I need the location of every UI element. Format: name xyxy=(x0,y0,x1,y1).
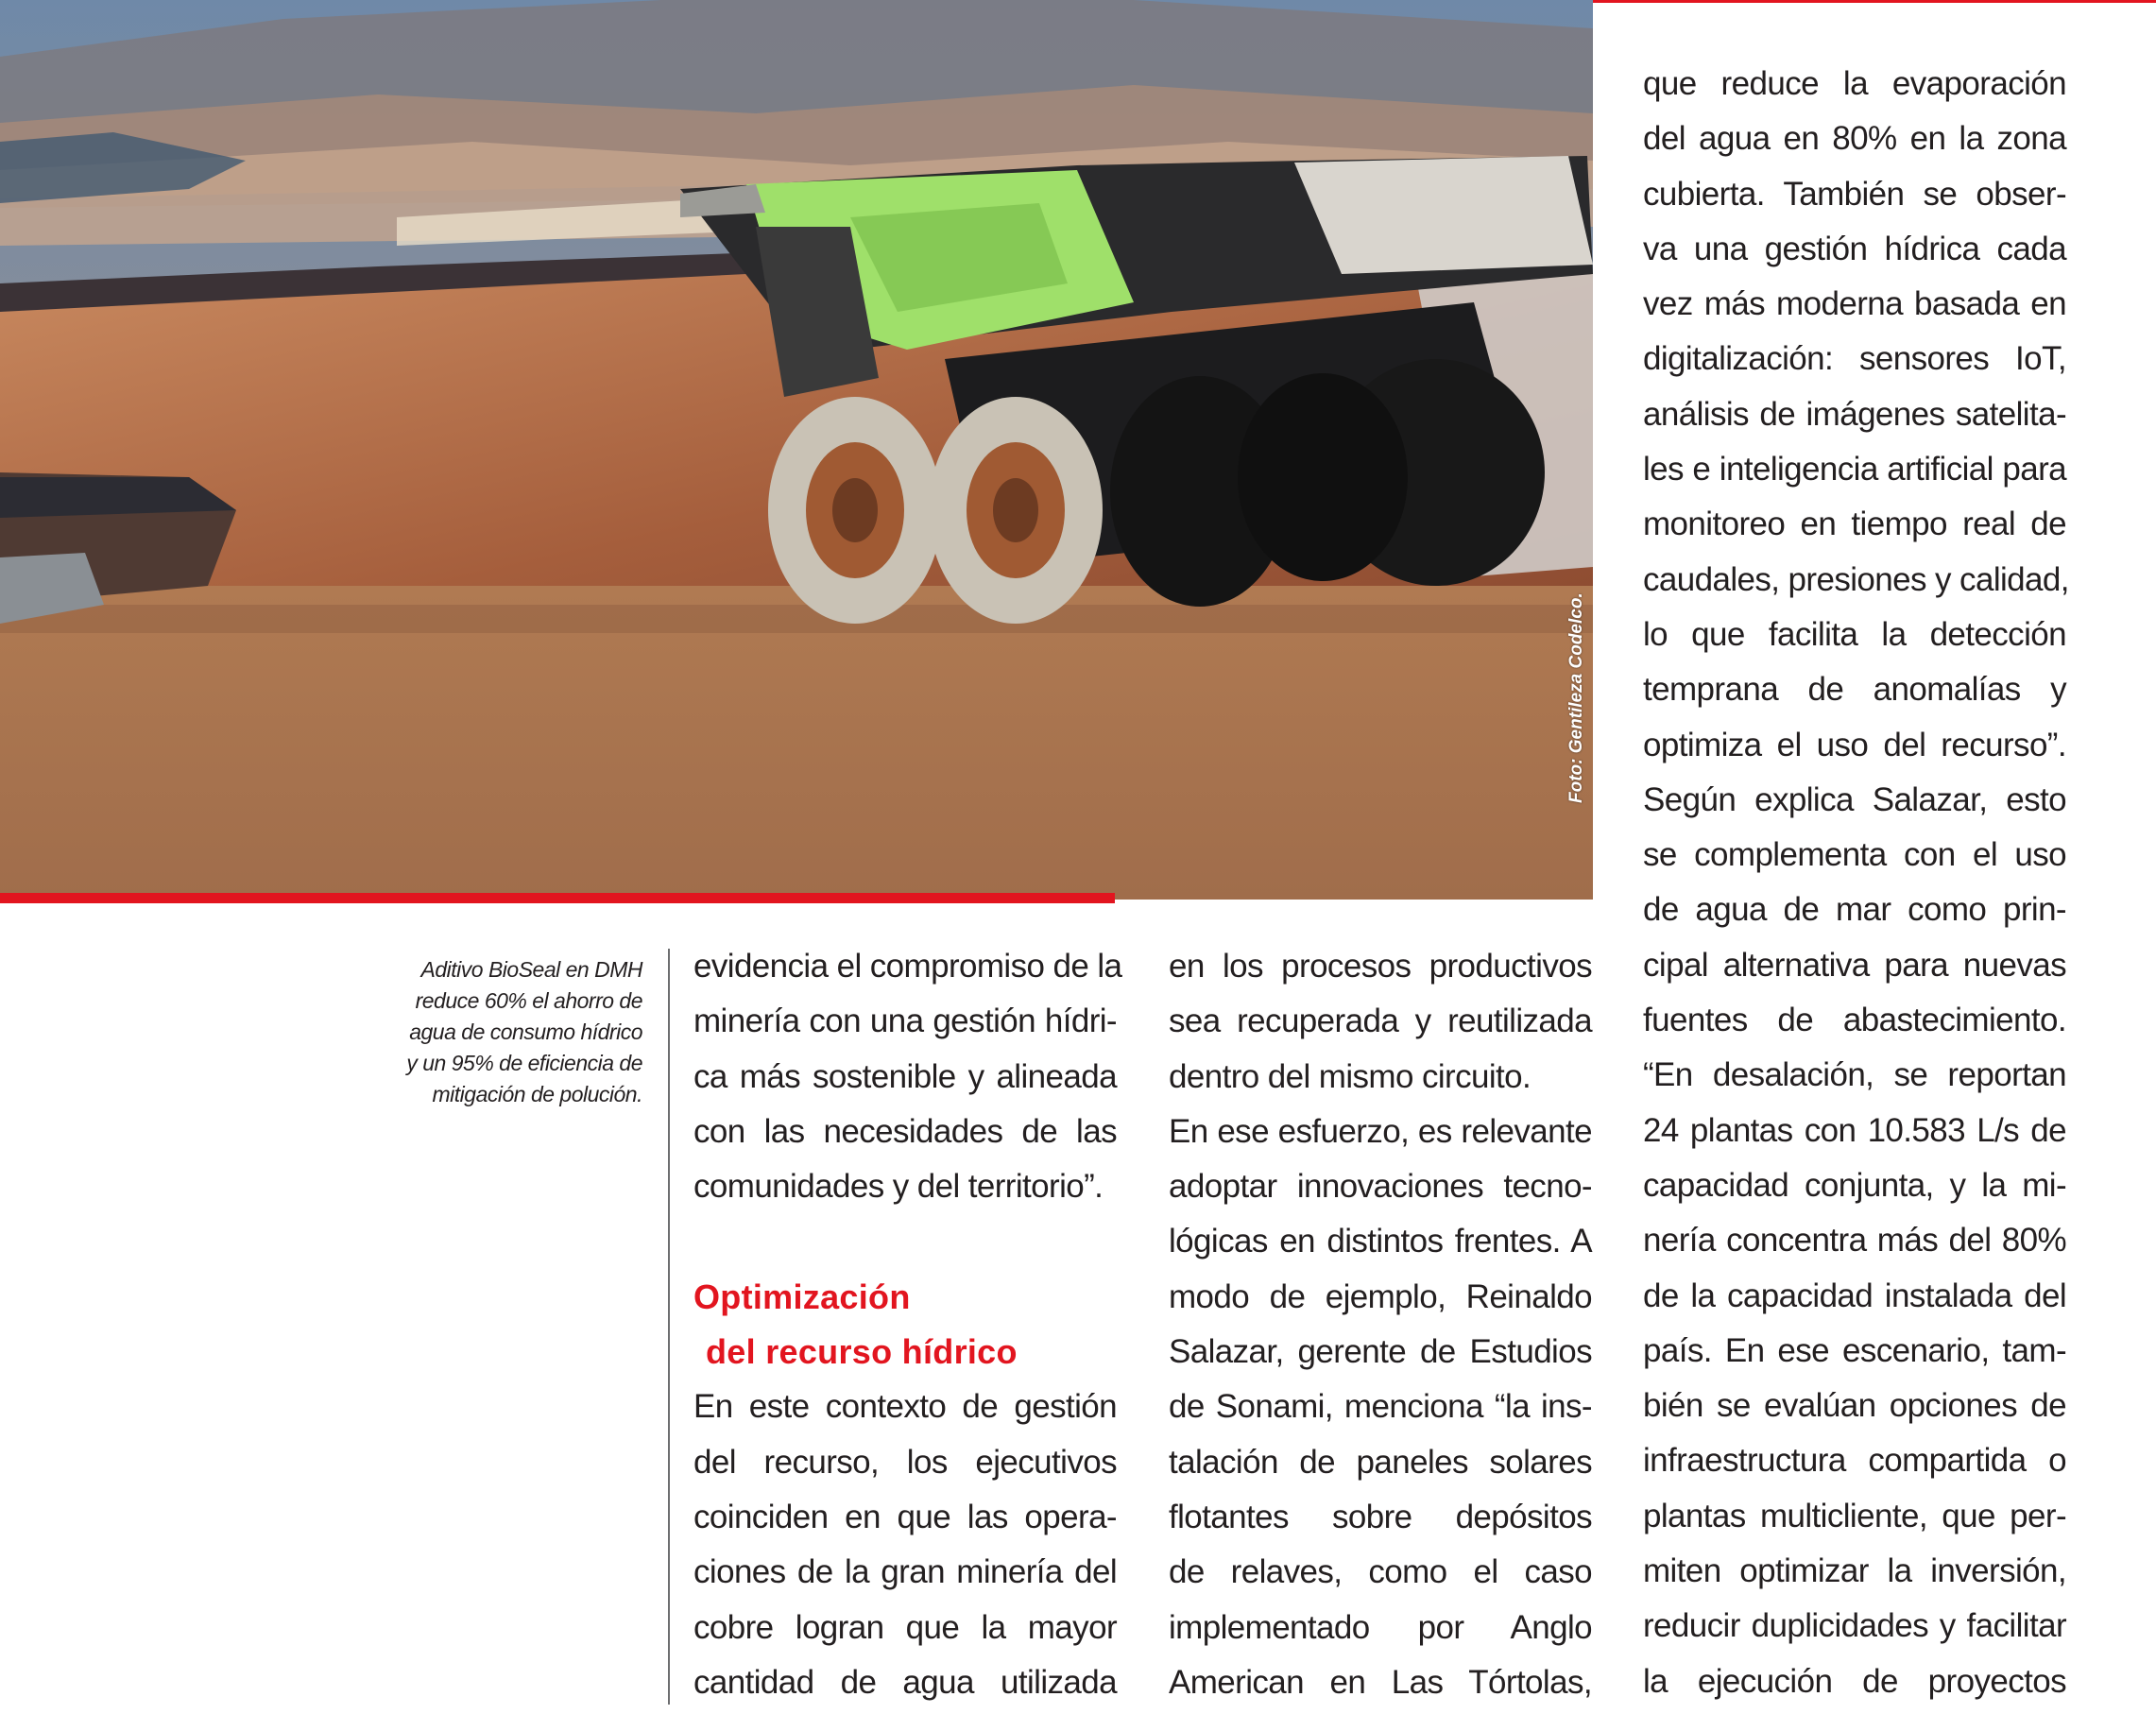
body-line: coinciden en que las opera- xyxy=(693,1498,1117,1535)
body-line: que reduce la evaporación xyxy=(1643,65,2066,102)
body-line: talación de paneles solares xyxy=(1169,1443,1592,1481)
body-line: en los procesos productivos xyxy=(1169,948,1592,985)
body-line: lo que facilita la detección xyxy=(1643,615,2066,653)
body-line: sea recuperada y reutilizada xyxy=(1169,1003,1592,1040)
body-line: ca más sostenible y alineada xyxy=(693,1057,1117,1095)
body-line: plantas multicliente, que per- xyxy=(1643,1497,2066,1534)
body-line: cipal alternativa para nuevas xyxy=(1643,946,2066,984)
caption-line: reduce 60% el ahorro de xyxy=(415,988,642,1013)
body-line: cubierta. También se obser- xyxy=(1643,175,2066,213)
body-line: Salazar, gerente de Estudios xyxy=(1169,1333,1592,1371)
body-line: dentro del mismo circuito. xyxy=(1169,1057,1531,1095)
body-column-2 xyxy=(1169,939,1592,1710)
body-line: con las necesidades de las xyxy=(693,1112,1117,1150)
body-line: de agua de mar como prin- xyxy=(1643,891,2066,929)
mine-truck-photo xyxy=(0,0,1593,900)
caption-line: agua de consumo hídrico xyxy=(409,1020,642,1044)
body-line: comunidades y del territorio”. xyxy=(693,1168,1104,1206)
body-line: les e inteligencia artificial para xyxy=(1643,451,2066,488)
body-line: se complementa con el uso xyxy=(1643,836,2066,874)
body-line: temprana de anomalías y xyxy=(1643,671,2066,709)
photo-caption xyxy=(378,954,642,1110)
body-line: optimiza el uso del recurso”. xyxy=(1643,726,2066,763)
section-subheading: Optimización xyxy=(693,1277,911,1316)
caption-line: Aditivo BioSeal en DMH xyxy=(420,957,642,982)
body-line: de Sonami, menciona “la ins- xyxy=(1169,1388,1592,1426)
body-line: miten optimizar la inversión, xyxy=(1643,1552,2066,1590)
body-line: American en Las Tórtolas, xyxy=(1169,1663,1592,1701)
body-line: del agua en 80% en la zona xyxy=(1643,120,2066,158)
body-line: En este contexto de gestión xyxy=(693,1388,1117,1426)
body-line: caudales, presiones y calidad, xyxy=(1643,560,2069,598)
body-line: del recurso, los ejecutivos xyxy=(693,1443,1117,1481)
body-column-3 xyxy=(1643,57,2069,1709)
body-line: fuentes de abastecimiento. xyxy=(1643,1002,2066,1039)
photo-illustration xyxy=(0,0,1593,900)
body-line: ciones de la gran minería del xyxy=(693,1553,1117,1591)
body-line: lógicas en distintos frentes. A xyxy=(1169,1223,1592,1260)
body-line: flotantes sobre depósitos xyxy=(1169,1498,1592,1535)
body-line: análisis de imágenes satelita- xyxy=(1643,395,2066,433)
body-line: minería con una gestión hídri- xyxy=(693,1003,1117,1040)
column-divider xyxy=(668,949,670,1705)
body-line: cobre logran que la mayor xyxy=(693,1608,1117,1646)
body-line: de relaves, como el caso xyxy=(1169,1553,1592,1591)
caption-line: y un 95% de eficiencia de xyxy=(406,1051,642,1075)
body-line: infraestructura compartida o xyxy=(1643,1442,2066,1480)
body-line: vez más moderna basada en xyxy=(1643,285,2066,323)
body-line: capacidad conjunta, y la mi- xyxy=(1643,1166,2066,1204)
paragraph-spacer xyxy=(693,1214,1117,1269)
body-line: 24 plantas con 10.583 L/s de xyxy=(1643,1111,2066,1149)
body-line: va una gestión hídrica cada xyxy=(1643,230,2066,267)
caption-line: mitigación de polución. xyxy=(432,1082,642,1106)
photo-credit: Foto: Gentileza Codelco. xyxy=(1566,592,1586,803)
body-line: país. En ese escenario, tam- xyxy=(1643,1331,2066,1369)
body-line: adoptar innovaciones tecno- xyxy=(1169,1168,1592,1206)
body-column-1 xyxy=(693,939,1122,1710)
photo-accent-rule xyxy=(0,893,1115,903)
section-subheading: del recurso hídrico xyxy=(706,1332,1018,1372)
body-line: digitalización: sensores IoT, xyxy=(1643,340,2066,378)
body-line: la ejecución de proyectos xyxy=(1643,1662,2066,1700)
body-line: evidencia el compromiso de la xyxy=(693,948,1122,985)
body-line: de la capacidad instalada del xyxy=(1643,1277,2066,1314)
body-line: bién se evalúan opciones de xyxy=(1643,1387,2066,1425)
body-line: reducir duplicidades y facilitar xyxy=(1643,1607,2066,1645)
body-line: modo de ejemplo, Reinaldo xyxy=(1169,1277,1592,1315)
body-line: cantidad de agua utilizada xyxy=(693,1663,1117,1701)
body-line: “En desalación, se reportan xyxy=(1643,1056,2066,1094)
body-line: monitoreo en tiempo real de xyxy=(1643,506,2066,543)
body-line: En ese esfuerzo, es relevante xyxy=(1169,1112,1592,1150)
body-line: implementado por Anglo xyxy=(1169,1608,1592,1646)
body-line: nería concentra más del 80% xyxy=(1643,1222,2066,1260)
body-line: Según explica Salazar, esto xyxy=(1643,780,2066,818)
